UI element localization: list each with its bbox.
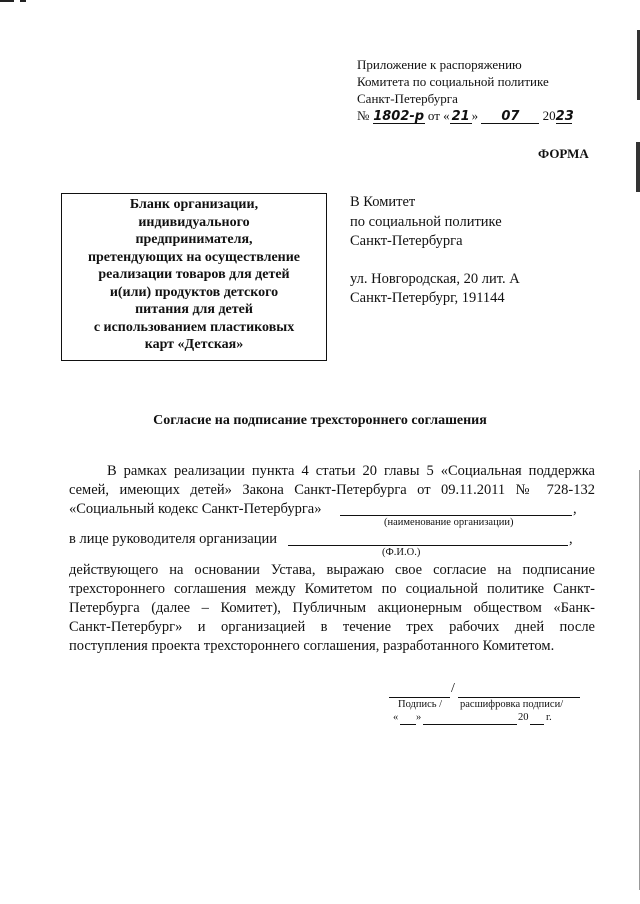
scan-top-edge <box>0 0 14 2</box>
date-year-end: г. <box>546 712 552 723</box>
paragraph-line: поступления проекта трехстороннего соглашения, разработанного Комитетом. <box>69 638 555 654</box>
appendix-line: Комитета по социальной политике <box>357 74 549 89</box>
letterhead-line: претендующих на осуществление <box>87 249 301 265</box>
form-label: ФОРМА <box>538 146 589 161</box>
year-prefix: 20 <box>542 108 556 123</box>
date-month: 07 <box>481 108 539 124</box>
date-day: 21 <box>451 109 470 124</box>
doc-number: 1802-р <box>373 109 425 124</box>
scan-top-edge <box>20 0 26 2</box>
head-label: в лице руководителя организации <box>69 531 278 547</box>
date-open-quote: « <box>393 712 399 723</box>
date-month-field <box>423 724 517 725</box>
appendix-line: Приложение к распоряжению <box>357 57 522 72</box>
signature-decoding-field <box>458 697 580 698</box>
document-title: Согласие на подписание трехстороннего соглашения <box>153 413 487 428</box>
appendix-number-line <box>357 107 572 124</box>
spacer <box>350 252 520 270</box>
number-sign: № <box>357 108 370 123</box>
date-close-quote: » <box>416 712 422 723</box>
paragraph-line: В рамках реализации пункта 4 статьи 20 главы 5 «Социальная поддержка <box>107 463 595 479</box>
recipient-line: В Комитет <box>350 194 416 210</box>
paragraph-line: трехстороннего соглашения между Комитетом по социальной политике Санкт- <box>69 581 595 597</box>
organization-name-field <box>340 515 572 516</box>
letterhead-line: индивидуального <box>138 214 250 230</box>
recipient-line: Санкт-Петербурга <box>350 233 463 249</box>
letterhead-line: предпринимателя, <box>135 232 253 247</box>
letterhead-line: реализации товаров для детей <box>98 267 290 282</box>
signature-field <box>389 697 450 698</box>
comma: , <box>569 531 573 547</box>
recipient-block <box>350 193 520 309</box>
letterhead-box <box>61 193 327 361</box>
scan-right-edge <box>636 142 640 192</box>
date-day-field <box>400 724 416 725</box>
date-close-quote: » <box>471 108 479 123</box>
letterhead-line: питания для детей <box>135 302 253 317</box>
signature-caption: Подпись / <box>398 699 443 710</box>
appendix-header <box>357 56 572 124</box>
letterhead-line: карт «Детская» <box>144 337 244 352</box>
letterhead-line: с использованием пластиковых <box>93 319 295 335</box>
paragraph-line: Санкт-Петербург» и организацией в течение трех рабочих дней после <box>69 619 595 635</box>
head-fio-field <box>288 545 568 546</box>
organization-name-caption: (наименование организации) <box>384 517 514 528</box>
comma: , <box>573 501 577 517</box>
paragraph-line: Петербурга (далее – Комитет), Публичным акционерным обществом «Банк- <box>69 600 595 616</box>
recipient-address: Санкт-Петербург, 191144 <box>350 290 505 306</box>
signature-slash: / <box>451 681 455 696</box>
letterhead-line: Бланк организации, <box>129 197 259 212</box>
paragraph-line: «Социальный кодекс Санкт-Петербурга» <box>69 501 322 517</box>
paragraph-line: семей, имеющих детей» Закона Санкт-Петербурга от 09.11.2011 № 728-132 <box>69 482 595 498</box>
signature-decoding-caption: расшифровка подписи/ <box>460 699 564 710</box>
date-year-field <box>530 724 544 725</box>
fio-caption: (Ф.И.О.) <box>382 547 421 558</box>
year-suffix: 23 <box>555 109 574 124</box>
recipient-line: по социальной политике <box>350 213 502 230</box>
date-from-label: от « <box>427 108 450 123</box>
date-year-prefix: 20 <box>518 712 529 723</box>
recipient-address: ул. Новгородская, 20 лит. А <box>350 270 520 287</box>
paragraph-line: действующего на основании Устава, выражаю свое согласие на подписание <box>69 562 595 578</box>
appendix-line: Санкт-Петербурга <box>357 91 458 106</box>
letterhead-line: и(или) продуктов детского <box>109 284 279 300</box>
